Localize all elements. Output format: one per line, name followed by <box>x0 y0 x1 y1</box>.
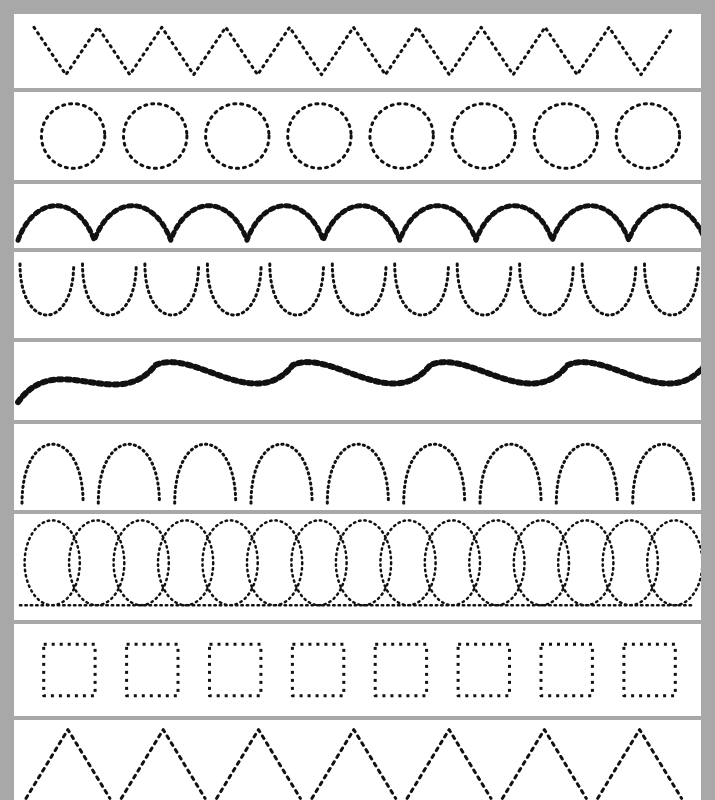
scallops-row <box>14 252 701 338</box>
zigzag-row <box>14 14 701 88</box>
squares-row <box>14 624 701 716</box>
arches-row <box>14 184 701 248</box>
wave-row <box>14 342 701 420</box>
ellipse-loops-row <box>14 514 701 620</box>
page-left-margin <box>0 0 14 800</box>
circles-row <box>14 92 701 180</box>
loops-row <box>14 424 701 510</box>
triangles-row <box>14 720 701 800</box>
page-right-margin <box>701 0 715 800</box>
